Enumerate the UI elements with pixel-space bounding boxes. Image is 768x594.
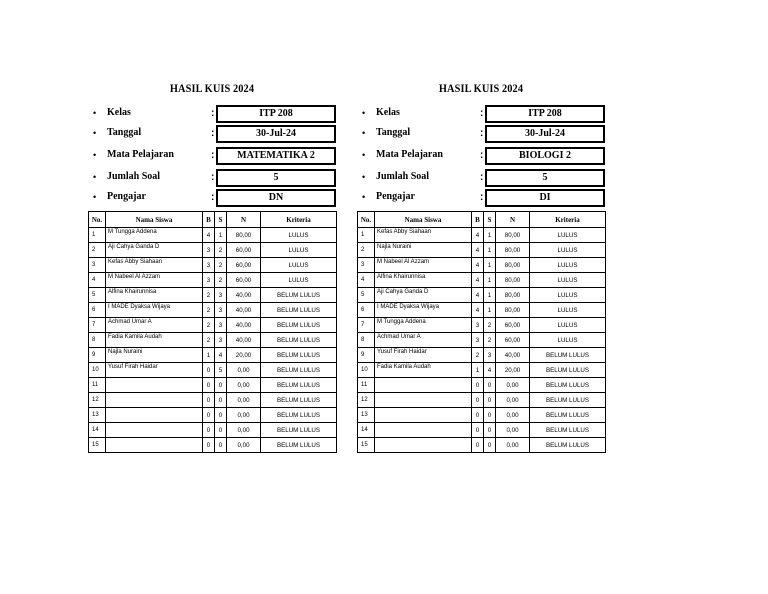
cell-student-name	[106, 438, 203, 453]
header-score: N	[496, 212, 530, 228]
table-row	[358, 288, 606, 303]
results-table	[357, 211, 606, 453]
cell-score: 80,00	[496, 228, 530, 243]
cell-score: 0,00	[227, 378, 261, 393]
header-number: No.	[89, 212, 106, 228]
table-row	[358, 408, 606, 423]
cell-wrong: 0	[215, 408, 227, 423]
info-row-class	[357, 105, 605, 123]
cell-score: 0,00	[227, 423, 261, 438]
cell-score: 80,00	[227, 228, 261, 243]
info-row-class	[88, 105, 336, 123]
cell-correct: 2	[203, 318, 215, 333]
table-row	[358, 228, 606, 243]
cell-score: 60,00	[227, 273, 261, 288]
cell-wrong: 2	[215, 243, 227, 258]
quiz-report-left	[88, 80, 336, 449]
cell-correct: 0	[203, 438, 215, 453]
cell-criteria: LULUS	[261, 228, 337, 243]
cell-wrong: 2	[215, 258, 227, 273]
cell-correct: 4	[472, 243, 484, 258]
cell-student-name	[375, 408, 472, 423]
cell-number: 6	[358, 303, 375, 318]
cell-criteria: BELUM LULUS	[530, 363, 606, 378]
cell-wrong: 3	[215, 288, 227, 303]
cell-score: 0,00	[496, 408, 530, 423]
table-row	[358, 303, 606, 318]
cell-criteria: LULUS	[530, 228, 606, 243]
header-criteria: Kriteria	[261, 212, 337, 228]
cell-student-name: Yusuf Firah Haidar	[375, 348, 472, 363]
cell-criteria: LULUS	[530, 318, 606, 333]
cell-score: 0,00	[227, 363, 261, 378]
table-row	[89, 408, 337, 423]
cell-correct: 3	[203, 243, 215, 258]
colon: :	[211, 192, 215, 203]
cell-wrong: 1	[215, 228, 227, 243]
cell-wrong: 2	[215, 273, 227, 288]
bullet-icon: •	[93, 192, 97, 202]
colon: :	[480, 172, 484, 183]
table-row	[358, 333, 606, 348]
cell-correct: 4	[472, 288, 484, 303]
table-row	[89, 228, 337, 243]
cell-student-name	[375, 378, 472, 393]
cell-number: 9	[89, 348, 106, 363]
table-row	[89, 348, 337, 363]
cell-criteria: BELUM LULUS	[261, 378, 337, 393]
teacher-label: Pengajar	[376, 191, 415, 202]
cell-number: 1	[89, 228, 106, 243]
cell-score: 40,00	[227, 318, 261, 333]
cell-criteria: BELUM LULUS	[261, 333, 337, 348]
cell-student-name	[375, 423, 472, 438]
header-number: No.	[358, 212, 375, 228]
table-row	[89, 258, 337, 273]
cell-wrong: 1	[484, 258, 496, 273]
cell-student-name: Kefas Abby Siahaan	[106, 258, 203, 273]
table-row	[89, 288, 337, 303]
cell-wrong: 3	[215, 333, 227, 348]
table-header-row	[89, 212, 337, 228]
bullet-icon: •	[93, 128, 97, 138]
cell-correct: 3	[203, 273, 215, 288]
subject-value: MATEMATIKA 2	[216, 147, 336, 165]
cell-student-name: Najla Nuraini	[106, 348, 203, 363]
info-row-teacher	[88, 189, 336, 207]
cell-student-name: I MADE Dyaksa Wijaya	[375, 303, 472, 318]
table-row	[89, 243, 337, 258]
cell-number: 5	[358, 288, 375, 303]
cell-number: 10	[89, 363, 106, 378]
cell-criteria: BELUM LULUS	[261, 438, 337, 453]
header-criteria: Kriteria	[530, 212, 606, 228]
cell-number: 14	[89, 423, 106, 438]
cell-number: 7	[358, 318, 375, 333]
cell-student-name: M Tungga Addena	[106, 228, 203, 243]
cell-correct: 2	[472, 348, 484, 363]
cell-wrong: 0	[215, 423, 227, 438]
cell-correct: 1	[472, 363, 484, 378]
cell-student-name: M Nabeel Al Azzam	[375, 258, 472, 273]
cell-number: 2	[358, 243, 375, 258]
cell-criteria: LULUS	[530, 333, 606, 348]
table-row	[89, 318, 337, 333]
table-row	[89, 273, 337, 288]
cell-score: 60,00	[496, 333, 530, 348]
question-count-value: 5	[216, 169, 336, 187]
cell-criteria: BELUM LULUS	[261, 423, 337, 438]
cell-number: 10	[358, 363, 375, 378]
colon: :	[211, 150, 215, 161]
quiz-report-right	[357, 80, 605, 449]
cell-wrong: 0	[484, 438, 496, 453]
table-row	[358, 243, 606, 258]
cell-wrong: 0	[484, 393, 496, 408]
subject-label: Mata Pelajaran	[107, 149, 174, 160]
table-row	[358, 318, 606, 333]
cell-criteria: BELUM LULUS	[530, 408, 606, 423]
date-label: Tanggal	[376, 127, 411, 138]
cell-criteria: LULUS	[530, 243, 606, 258]
cell-wrong: 0	[484, 423, 496, 438]
cell-wrong: 1	[484, 228, 496, 243]
cell-number: 8	[358, 333, 375, 348]
cell-number: 15	[89, 438, 106, 453]
cell-criteria: BELUM LULUS	[261, 363, 337, 378]
cell-score: 0,00	[227, 438, 261, 453]
cell-criteria: BELUM LULUS	[530, 393, 606, 408]
cell-criteria: LULUS	[530, 288, 606, 303]
cell-wrong: 2	[484, 318, 496, 333]
table-row	[358, 348, 606, 363]
cell-student-name	[375, 438, 472, 453]
subject-label: Mata Pelajaran	[376, 149, 443, 160]
class-label: Kelas	[376, 107, 400, 118]
cell-correct: 2	[203, 288, 215, 303]
table-row	[89, 333, 337, 348]
class-label: Kelas	[107, 107, 131, 118]
cell-student-name	[375, 393, 472, 408]
header-wrong: S	[215, 212, 227, 228]
bullet-icon: •	[362, 150, 366, 160]
cell-wrong: 2	[484, 333, 496, 348]
cell-correct: 1	[203, 348, 215, 363]
cell-criteria: BELUM LULUS	[530, 348, 606, 363]
colon: :	[211, 172, 215, 183]
results-table	[88, 211, 337, 453]
cell-wrong: 3	[215, 303, 227, 318]
cell-score: 80,00	[496, 258, 530, 273]
cell-wrong: 1	[484, 288, 496, 303]
bullet-icon: •	[93, 108, 97, 118]
cell-wrong: 5	[215, 363, 227, 378]
cell-criteria: LULUS	[530, 273, 606, 288]
colon: :	[480, 150, 484, 161]
cell-criteria: BELUM LULUS	[261, 393, 337, 408]
cell-correct: 0	[472, 378, 484, 393]
cell-number: 12	[358, 393, 375, 408]
bullet-icon: •	[93, 172, 97, 182]
cell-criteria: BELUM LULUS	[530, 423, 606, 438]
teacher-value: DN	[216, 189, 336, 207]
table-row	[89, 438, 337, 453]
cell-score: 40,00	[227, 303, 261, 318]
cell-student-name: Achmad Umar A	[375, 333, 472, 348]
info-row-date	[88, 125, 336, 143]
bullet-icon: •	[362, 192, 366, 202]
cell-number: 9	[358, 348, 375, 363]
table-row	[358, 393, 606, 408]
colon: :	[480, 192, 484, 203]
info-row-date	[357, 125, 605, 143]
cell-criteria: BELUM LULUS	[530, 378, 606, 393]
cell-wrong: 1	[484, 303, 496, 318]
cell-score: 0,00	[227, 408, 261, 423]
cell-student-name: M Nabeel Al Azzam	[106, 273, 203, 288]
question-count-label: Jumlah Soal	[107, 171, 161, 182]
subject-value: BIOLOGI 2	[485, 147, 605, 165]
teacher-label: Pengajar	[107, 191, 146, 202]
cell-student-name: Najla Nuraini	[375, 243, 472, 258]
cell-wrong: 0	[215, 438, 227, 453]
cell-student-name: Kefas Abby Siahaan	[375, 228, 472, 243]
cell-criteria: LULUS	[261, 243, 337, 258]
cell-criteria: LULUS	[261, 273, 337, 288]
colon: :	[480, 128, 484, 139]
cell-student-name	[106, 423, 203, 438]
table-header-row	[358, 212, 606, 228]
table-row	[89, 378, 337, 393]
cell-number: 4	[89, 273, 106, 288]
cell-correct: 0	[472, 408, 484, 423]
cell-score: 80,00	[496, 243, 530, 258]
cell-score: 80,00	[496, 273, 530, 288]
cell-number: 2	[89, 243, 106, 258]
cell-wrong: 1	[484, 273, 496, 288]
table-row	[358, 363, 606, 378]
header-score: N	[227, 212, 261, 228]
cell-student-name	[106, 408, 203, 423]
table-row	[358, 378, 606, 393]
cell-wrong: 0	[215, 393, 227, 408]
class-value: ITP 208	[485, 105, 605, 123]
cell-number: 11	[89, 378, 106, 393]
report-title: HASIL KUIS 2024	[438, 83, 524, 95]
cell-number: 11	[358, 378, 375, 393]
cell-criteria: LULUS	[530, 303, 606, 318]
bullet-icon: •	[362, 128, 366, 138]
cell-criteria: LULUS	[530, 258, 606, 273]
cell-criteria: BELUM LULUS	[261, 408, 337, 423]
cell-correct: 0	[203, 363, 215, 378]
cell-correct: 0	[203, 393, 215, 408]
table-row	[358, 438, 606, 453]
table-row	[358, 423, 606, 438]
cell-score: 60,00	[227, 258, 261, 273]
cell-correct: 4	[472, 228, 484, 243]
header-wrong: S	[484, 212, 496, 228]
info-section	[88, 105, 336, 209]
colon: :	[211, 108, 215, 119]
cell-number: 12	[89, 393, 106, 408]
cell-correct: 0	[472, 393, 484, 408]
cell-correct: 4	[203, 228, 215, 243]
info-section	[357, 105, 605, 209]
cell-score: 60,00	[496, 318, 530, 333]
cell-criteria: BELUM LULUS	[261, 348, 337, 363]
cell-correct: 0	[203, 423, 215, 438]
cell-correct: 4	[472, 303, 484, 318]
cell-number: 13	[358, 408, 375, 423]
cell-correct: 0	[472, 423, 484, 438]
table-row	[358, 273, 606, 288]
cell-number: 1	[358, 228, 375, 243]
cell-student-name: Alfina Khairunnisa	[375, 273, 472, 288]
cell-correct: 4	[472, 258, 484, 273]
bullet-icon: •	[362, 108, 366, 118]
cell-number: 15	[358, 438, 375, 453]
cell-correct: 3	[472, 318, 484, 333]
cell-student-name: Alfina Khairunnisa	[106, 288, 203, 303]
cell-wrong: 0	[484, 378, 496, 393]
cell-score: 0,00	[496, 423, 530, 438]
cell-correct: 0	[203, 408, 215, 423]
cell-score: 20,00	[496, 363, 530, 378]
info-row-subject	[88, 147, 336, 165]
cell-criteria: BELUM LULUS	[261, 303, 337, 318]
date-value: 30-Jul-24	[216, 125, 336, 143]
cell-student-name: Fadia Kamila Audah	[106, 333, 203, 348]
cell-score: 80,00	[496, 303, 530, 318]
table-row	[358, 258, 606, 273]
table-row	[89, 303, 337, 318]
header-student-name: Nama Siswa	[375, 212, 472, 228]
cell-score: 80,00	[496, 288, 530, 303]
cell-number: 8	[89, 333, 106, 348]
cell-score: 0,00	[496, 393, 530, 408]
cell-number: 3	[358, 258, 375, 273]
cell-student-name: Aji Cahya Ganda D	[375, 288, 472, 303]
cell-score: 0,00	[496, 378, 530, 393]
cell-correct: 2	[203, 333, 215, 348]
cell-score: 0,00	[227, 393, 261, 408]
info-row-subject	[357, 147, 605, 165]
cell-score: 40,00	[496, 348, 530, 363]
cell-number: 4	[358, 273, 375, 288]
cell-score: 60,00	[227, 243, 261, 258]
cell-wrong: 4	[484, 363, 496, 378]
cell-student-name: Yusuf Firah Haidar	[106, 363, 203, 378]
cell-number: 5	[89, 288, 106, 303]
cell-number: 7	[89, 318, 106, 333]
cell-student-name	[106, 378, 203, 393]
cell-score: 40,00	[227, 333, 261, 348]
cell-number: 14	[358, 423, 375, 438]
question-count-value: 5	[485, 169, 605, 187]
cell-wrong: 3	[215, 318, 227, 333]
cell-score: 0,00	[496, 438, 530, 453]
cell-score: 40,00	[227, 288, 261, 303]
question-count-label: Jumlah Soal	[376, 171, 430, 182]
cell-correct: 3	[203, 258, 215, 273]
date-label: Tanggal	[107, 127, 142, 138]
cell-wrong: 0	[484, 408, 496, 423]
header-student-name: Nama Siswa	[106, 212, 203, 228]
cell-student-name: Aji Cahya Ganda D	[106, 243, 203, 258]
cell-number: 3	[89, 258, 106, 273]
table-row	[89, 363, 337, 378]
class-value: ITP 208	[216, 105, 336, 123]
colon: :	[480, 108, 484, 119]
teacher-value: DI	[485, 189, 605, 207]
info-row-question-count	[88, 169, 336, 187]
header-correct: B	[472, 212, 484, 228]
report-title: HASIL KUIS 2024	[169, 83, 255, 95]
cell-student-name: Fadia Kamila Audah	[375, 363, 472, 378]
cell-student-name: Achmad Umar A	[106, 318, 203, 333]
cell-correct: 0	[472, 438, 484, 453]
cell-number: 6	[89, 303, 106, 318]
cell-correct: 4	[472, 273, 484, 288]
cell-student-name: I MADE Dyaksa Wijaya	[106, 303, 203, 318]
cell-student-name	[106, 393, 203, 408]
colon: :	[211, 128, 215, 139]
cell-wrong: 3	[484, 348, 496, 363]
cell-correct: 0	[203, 378, 215, 393]
cell-criteria: BELUM LULUS	[261, 288, 337, 303]
cell-criteria: BELUM LULUS	[530, 438, 606, 453]
info-row-question-count	[357, 169, 605, 187]
cell-score: 20,00	[227, 348, 261, 363]
cell-wrong: 0	[215, 378, 227, 393]
bullet-icon: •	[93, 150, 97, 160]
table-row	[89, 393, 337, 408]
cell-criteria: BELUM LULUS	[261, 318, 337, 333]
bullet-icon: •	[362, 172, 366, 182]
cell-wrong: 4	[215, 348, 227, 363]
header-correct: B	[203, 212, 215, 228]
date-value: 30-Jul-24	[485, 125, 605, 143]
cell-correct: 2	[203, 303, 215, 318]
cell-number: 13	[89, 408, 106, 423]
cell-criteria: LULUS	[261, 258, 337, 273]
cell-wrong: 1	[484, 243, 496, 258]
cell-correct: 3	[472, 333, 484, 348]
cell-student-name: M Tungga Addena	[375, 318, 472, 333]
info-row-teacher	[357, 189, 605, 207]
table-row	[89, 423, 337, 438]
